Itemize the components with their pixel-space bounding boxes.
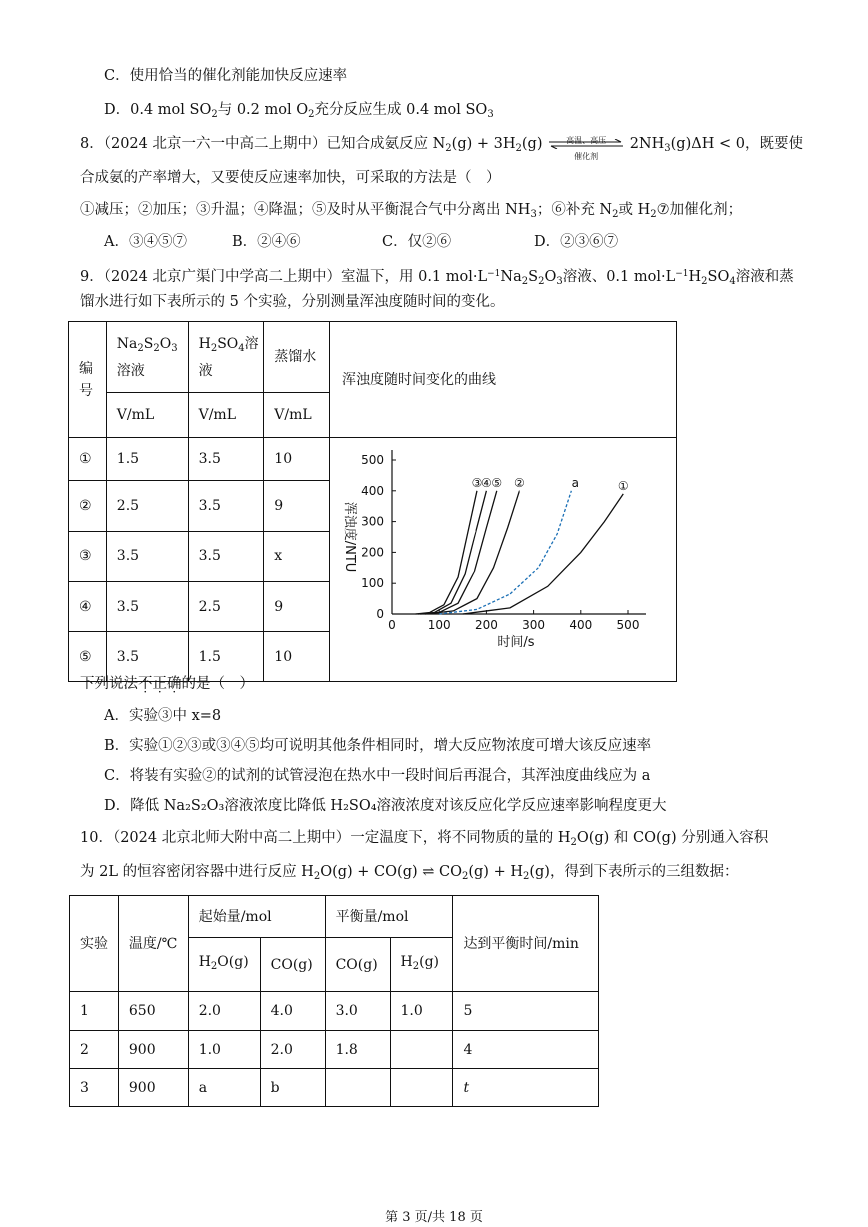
y-tick-label: 400 — [361, 483, 384, 498]
table-cell: 9 — [264, 581, 330, 632]
table-cell: 3.0 — [325, 992, 390, 1031]
header-water: 蒸馏水 — [264, 322, 330, 393]
header-curve: 浑浊度随时间变化的曲线 — [330, 322, 677, 438]
table-cell: 650 — [118, 992, 188, 1031]
table-row-no: ③ — [69, 532, 107, 582]
table-cell — [390, 1031, 453, 1069]
q8-stem-line1: 8．（2024 北京一六一中高二上期中）已知合成氨反应 $N_2(g) + 3H_2(g)$ 高温、高压 催化剂 $2NH_3(g)\Delta H < 0$，既要使 — [80, 136, 803, 161]
header-time: 达到平衡时间/min — [453, 896, 599, 992]
table-cell: 10 — [264, 438, 330, 481]
table-cell: 9 — [264, 481, 330, 532]
table-cell: 1 — [70, 992, 119, 1031]
table-cell: 4 — [453, 1031, 599, 1069]
x-tick-label: 100 — [427, 618, 451, 632]
series-label: ① — [617, 478, 629, 493]
table-cell: 1.5 — [106, 438, 188, 481]
x-tick-label: 0 — [388, 618, 396, 632]
table-row-no: ④ — [69, 581, 107, 632]
table-row-no: ① — [69, 438, 107, 481]
table-cell: 3.5 — [188, 438, 264, 481]
chart-cell — [330, 438, 677, 682]
x-tick-label: 400 — [569, 618, 593, 632]
q9-experiment-table — [68, 321, 677, 682]
q10-data-table — [69, 895, 599, 1107]
series-line — [463, 494, 623, 614]
table-cell: 2.0 — [188, 992, 260, 1031]
table-cell: 4.0 — [260, 992, 325, 1031]
q7-option-c: C．使用恰当的催化剂能加快反应速率 — [104, 68, 348, 84]
equilibrium-arrow: 高温、高压 催化剂 — [547, 134, 625, 154]
table-row-no: ⑤ — [69, 632, 107, 682]
series-line — [420, 491, 496, 614]
x-tick-label: 200 — [474, 618, 498, 632]
y-tick-label: 300 — [361, 514, 384, 529]
header-experiment: 实验 — [70, 896, 119, 992]
table-cell — [390, 1069, 453, 1107]
series-line — [439, 491, 571, 614]
table-cell: a — [188, 1069, 260, 1107]
emphasis-char: 确 — [167, 676, 182, 692]
header-h2so4: $H_2SO_4$溶 液 — [188, 322, 264, 393]
table-cell: t — [453, 1069, 599, 1107]
table-cell: 2.5 — [106, 481, 188, 532]
series-label: ⑤ — [491, 475, 503, 490]
q9-question: 下列说法不正确的是（ ） — [80, 676, 254, 692]
header-temperature: 温度/℃ — [118, 896, 188, 992]
q8-option-b: B．②④⑥ — [232, 234, 301, 250]
table-cell: 1.8 — [325, 1031, 390, 1069]
q9-option-c: C．将装有实验②的试剂的试管浸泡在热水中一段时间后再混合，其浑浊度曲线应为 a — [104, 768, 651, 784]
q10-stem-line1: 10．（2024 北京北师大附中高二上期中）一定温度下，将不同物质的量的 $H_2O(g)$ 和 CO(g) 分别通入容积 — [80, 830, 769, 848]
series-line — [425, 491, 519, 614]
table-cell: x — [264, 532, 330, 582]
y-tick-label: 100 — [361, 576, 384, 591]
q9-stem-line2: 馏水进行如下表所示的 5 个实验，分别测量浑浊度随时间的变化。 — [80, 294, 505, 310]
x-tick-label: 300 — [522, 618, 546, 632]
table-cell: 3.5 — [188, 481, 264, 532]
series-label: ③ — [471, 475, 483, 490]
table-cell: 1.0 — [188, 1031, 260, 1069]
q8-stem-line3: ①减压；②加压；③升温；④降温；⑤及时从平衡混合气中分离出 $NH_3$；⑥补充 $N_2$或 $H_2⑦$加催化剂； — [80, 202, 743, 220]
y-axis-label: 浑浊度/NTU — [342, 501, 357, 573]
page-footer: 第 3 页/共 18 页 — [385, 1210, 483, 1225]
table-cell: 3.5 — [106, 632, 188, 682]
table-cell: b — [260, 1069, 325, 1107]
table-row-no: ② — [69, 481, 107, 532]
q9-option-b: B．实验①②③或③④⑤均可说明其他条件相同时，增大反应物浓度可增大该反应速率 — [104, 738, 652, 754]
table-cell: 3 — [70, 1069, 119, 1107]
table-cell: 3.5 — [106, 532, 188, 582]
table-cell: 3.5 — [106, 581, 188, 632]
subheader-h2o: $H_2O(g)$ — [188, 938, 260, 992]
x-axis-label: 时间/s — [497, 635, 535, 650]
series-label: ② — [514, 475, 525, 490]
table-cell: 2.0 — [260, 1031, 325, 1069]
series-line — [418, 491, 486, 614]
q8-option-d: D．②③⑥⑦ — [534, 234, 619, 250]
series-line — [416, 491, 477, 614]
q8-option-a: A．③④⑤⑦ — [104, 234, 187, 250]
unit-water: V/mL — [264, 393, 330, 438]
y-tick-label: 0 — [376, 607, 384, 621]
q8-stem-line2: 合成氨的产率增大，又要使反应速率加快，可采取的方法是（ ） — [80, 170, 501, 186]
y-tick-label: 200 — [361, 545, 384, 560]
subheader-co-eq: CO(g) — [325, 938, 390, 992]
x-tick-label: 500 — [616, 618, 640, 632]
series-label: a — [571, 475, 580, 490]
header-initial: 起始量/mol — [188, 896, 325, 938]
table-cell: 900 — [118, 1031, 188, 1069]
y-tick-label: 500 — [361, 453, 384, 467]
emphasis-char: 不 — [138, 676, 153, 692]
table-cell — [325, 1069, 390, 1107]
table-cell: 1.0 — [390, 992, 453, 1031]
table-cell: 2.5 — [188, 581, 264, 632]
q7-option-d: D．0.4 mol $SO_2$与 0.2 mol $O_2$充分反应生成 0.4 mol $SO_3$ — [104, 102, 494, 120]
series-label: ④ — [481, 475, 492, 490]
table-cell: 900 — [118, 1069, 188, 1107]
q9-option-a: A．实验③中 x=8 — [104, 708, 222, 724]
emphasis-text — [138, 674, 182, 694]
turbidity-chart — [330, 438, 675, 674]
q8-option-c: C．仅②⑥ — [382, 234, 452, 250]
header-na2s2o3: $Na_2S_2O_3$ 溶液 — [106, 322, 188, 393]
table-cell: 1.5 — [188, 632, 264, 682]
table-cell: 3.5 — [188, 532, 264, 582]
subheader-co: CO(g) — [260, 938, 325, 992]
unit-h2so4: V/mL — [188, 393, 264, 438]
table-cell: 10 — [264, 632, 330, 682]
emphasis-char: 正 — [152, 676, 167, 692]
unit-na2s2o3: V/mL — [106, 393, 188, 438]
q9-stem-line1: 9．（2024 北京广渠门中学高二上期中）室温下，用 0.1 $mol\cdot L^{-1}Na_2S_2O_3$溶液、0.1 $mol\cdot L^{-1}H_2SO_4$溶液和蒸 — [80, 269, 794, 287]
table-cell: 2 — [70, 1031, 119, 1069]
q9-option-d: D．降低 Na₂S₂O₃溶液浓度比降低 H₂SO₄溶液浓度对该反应化学反应速率影响程度更大 — [104, 798, 667, 814]
header-equilibrium: 平衡量/mol — [325, 896, 453, 938]
q10-stem-line2: 为 2L 的恒容密闭容器中进行反应 $H_2O(g) + CO(g)$ ⇌ $CO_2(g) + H_2(g)$，得到下表所示的三组数据： — [80, 864, 739, 882]
header-number: 编 号 — [69, 322, 107, 438]
subheader-h2: $H_2(g)$ — [390, 938, 453, 992]
table-cell: 5 — [453, 992, 599, 1031]
